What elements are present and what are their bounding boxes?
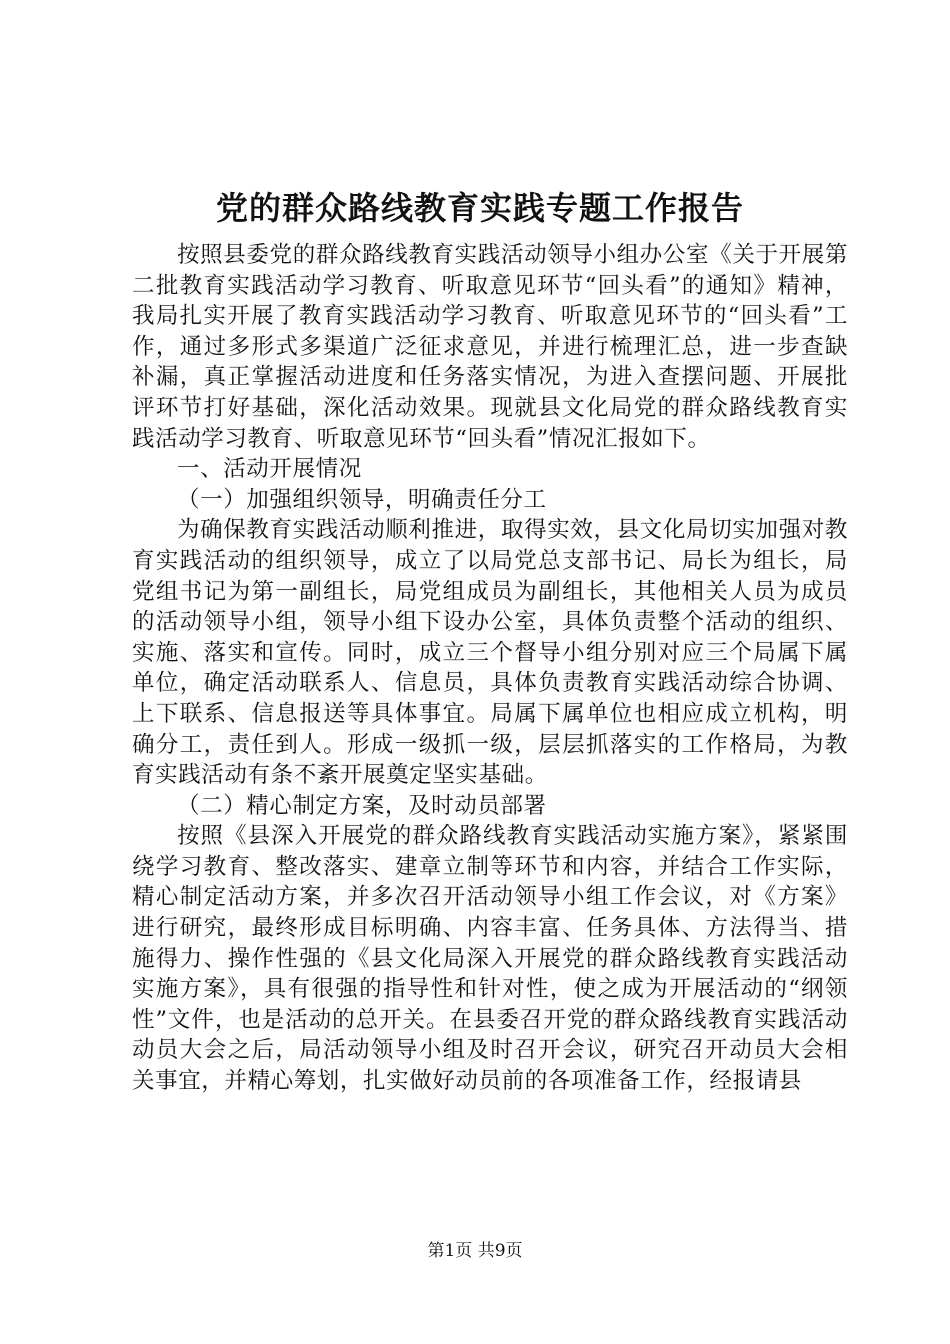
- document-body: [132, 240, 848, 1097]
- page-footer: 第1页 共9页: [427, 1241, 523, 1261]
- subsection-heading-plan: （二）精心制定方案，及时动员部署: [177, 792, 547, 819]
- document-title: 党的群众路线教育实践专题工作报告: [215, 189, 744, 227]
- subsection-heading-organization: （一）加强组织领导，明确责任分工: [177, 486, 547, 513]
- intro-paragraph: 按照县委党的群众路线教育实践活动领导小组办公室《关于开展第二批教育实践活动学习教育、听取意见环节“回头看”的通知》精神，我局扎实开展了教育实践活动学习教育、听取意见环节的“回头看”工作，通过多形式多渠道广泛征求意见，并进行梳理汇总，进一步查缺补漏，真正掌握活动进度和任务落实情况，为进入查摆问题、开展批评环节打好基础，深化活动效果。现就县文化局党的群众路线教育实践活动学习教育、听取意见环节“回头看”情况汇报如下。: [132, 242, 848, 452]
- organization-paragraph: 为确保教育实践活动顺利推进，取得实效，县文化局切实加强对教育实践活动的组织领导，成立了以局党总支部书记、局长为组长，局党组书记为第一副组长，局党组成员为副组长，其他相关人员为成员的活动领导小组，领导小组下设办公室，具体负责整个活动的组织、实施、落实和宣传。同时，成立三个督导小组分别对应三个局属下属单位，确定活动联系人、信息员，具体负责教育实践活动综合协调、上下联系、信息报送等具体事宜。局属下属单位也相应成立机构，明确分工，责任到人。形成一级抓一级，层层抓落实的工作格局，为教育实践活动有条不紊开展奠定坚实基础。: [132, 517, 848, 789]
- section-heading-activities: 一、活动开展情况: [177, 456, 362, 483]
- plan-paragraph: 按照《县深入开展党的群众路线教育实践活动实施方案》，紧紧围绕学习教育、整改落实、建章立制等环节和内容，并结合工作实际，精心制定活动方案，并多次召开活动领导小组工作会议，对《方案》进行研究，最终形成目标明确、内容丰富、任务具体、方法得当、措施得力、操作性强的《县文化局深入开展党的群众路线教育实践活动实施方案》，具有很强的指导性和针对性，使之成为开展活动的“纲领性”文件，也是活动的总开关。在县委召开党的群众路线教育实践活动动员大会之后，局活动领导小组及时召开会议，研究召开动员大会相关事宜，并精心筹划，扎实做好动员前的各项准备工作，经报请县: [132, 823, 848, 1095]
